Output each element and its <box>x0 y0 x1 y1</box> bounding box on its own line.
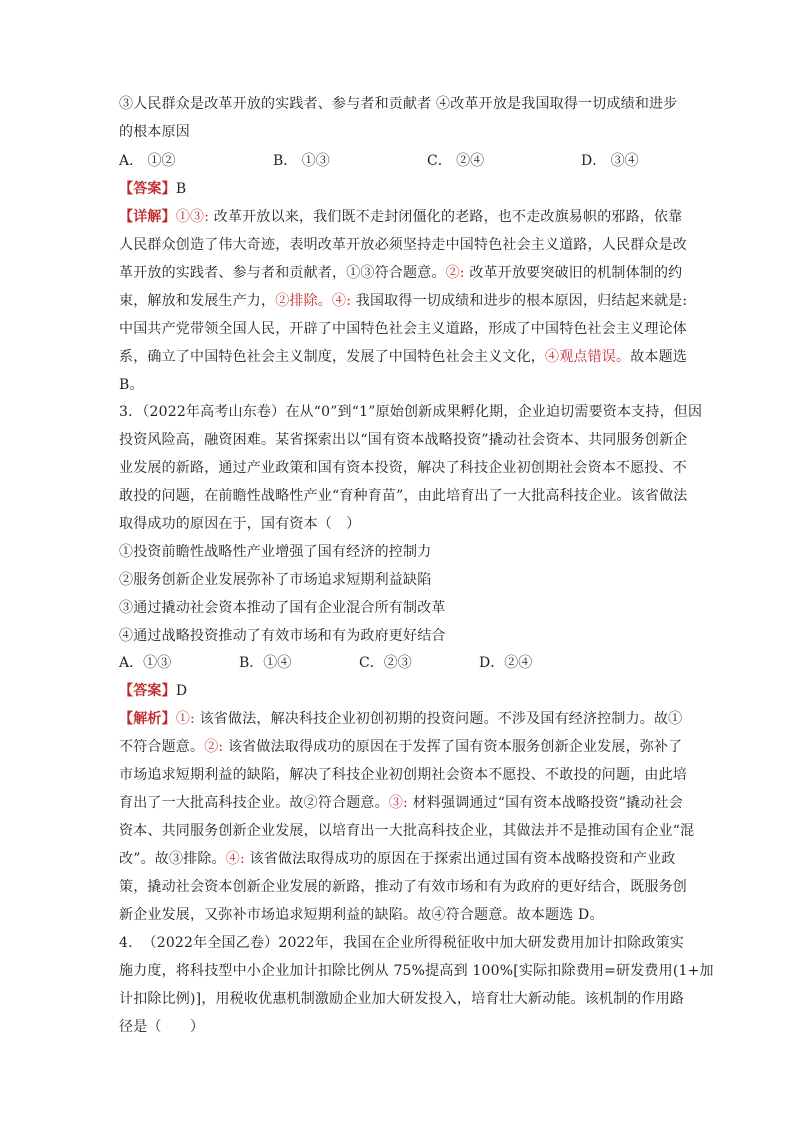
body-text: 束，解放和发展生产力， <box>119 293 276 309</box>
highlight-text: ①③: <box>175 209 210 225</box>
q2-analysis-line <box>119 376 679 394</box>
body-text: 新企业发展，又弥补市场追求短期利益的缺陷。故④符合题意。故本题选 D。 <box>119 907 604 923</box>
q3-option-c: C．②③ <box>359 655 412 671</box>
body-text: 我国取得一切成绩和进步的根本原因，归结起来就是: <box>351 293 688 309</box>
q3-stem-line: 投资风险高，融资困难。某省探索出以“国有资本战略投资”撬动社会资本、共同服务创新企 <box>119 432 688 448</box>
highlight-text: ②: <box>445 265 465 281</box>
q3-statement: ②服务创新企业发展弥补了市场追求短期利益缺陷 <box>119 572 432 588</box>
q3-statement: ③通过撬动社会资本推动了国有企业混合所有制改革 <box>119 600 446 616</box>
body-text: 策，撬动社会资本创新企业发展的新路，推动了有效市场和有为政府的更好结合，既服务创 <box>119 879 687 895</box>
q2-analysis-line <box>119 264 683 282</box>
body-text: 系，确立了中国特色社会主义制度，发展了中国特色社会主义文化， <box>119 349 545 365</box>
q2-analysis-line <box>119 208 683 226</box>
answer-value: B <box>175 181 187 197</box>
body-text: 育出了一大批高科技企业。故②符合题意。 <box>119 795 389 811</box>
q3-analysis-line <box>119 710 683 728</box>
highlight-text: ④观点错误。 <box>545 349 631 365</box>
body-text: 改革开放要突破旧的机制体制的约 <box>464 265 683 281</box>
body-text: 故本题选 <box>630 349 688 365</box>
q3-analysis-line <box>119 822 695 840</box>
q3-analysis-line <box>119 794 683 812</box>
q3-analysis-line <box>119 878 687 896</box>
body-text: 该省做法取得成功的原因在于探索出通过国有资本战略投资和产业政 <box>244 851 676 867</box>
q3-stem-line: 敢投的问题，在前瞻性战略性产业“育种育苗”，由此培育出了一大批高科技企业。该省做法 <box>119 488 688 504</box>
q4-stem-line: 径是（ ） <box>119 1019 205 1035</box>
analysis-tag: 【详解】 <box>119 209 176 225</box>
body-text: 革开放的实践者、参与者和贡献者，①③符合题意。 <box>119 265 446 281</box>
q4-stem-line: 4． （2022年全国乙卷）2022年，我国在企业所得税征收中加大研发费用加计扣除政策实 <box>119 935 684 951</box>
q2-analysis-line <box>119 292 688 310</box>
q3-option-a: A．①③ <box>119 655 172 671</box>
body-text: B。 <box>119 377 144 393</box>
body-text: 该省做法取得成功的原因在于发挥了国有资本服务创新企业发展，弥补了 <box>223 739 683 755</box>
q3-analysis-line <box>119 906 679 924</box>
analysis-tag: 【解析】 <box>119 711 176 727</box>
q2-option-a: A． ①② <box>119 153 176 169</box>
q2-option-c: C． ②④ <box>427 153 485 169</box>
q3-option-b: B．①④ <box>239 655 292 671</box>
q2-statement-line: 的根本原因 <box>119 124 190 140</box>
analysis-text <box>176 209 683 225</box>
analysis-text <box>176 711 683 727</box>
body-text: 人民群众创造了伟大奇迹，表明改革开放必须坚持走中国特色社会主义道路，人民群众是改 <box>119 237 687 253</box>
q2-option-b: B． ①③ <box>273 153 330 169</box>
q3-answer <box>119 682 679 700</box>
q2-statement-line: ③人民群众是改革开放的实践者、参与者和贡献者 ④改革开放是我国取得一切成绩和进步 <box>119 96 678 112</box>
body-text: 中国共产党带领全国人民，开辟了中国特色社会主义道路，形成了中国特色社会主义理论体 <box>119 321 687 337</box>
highlight-text: ①: <box>175 711 195 727</box>
highlight-text: ②: <box>204 739 224 755</box>
answer-tag: 【答案】 <box>119 683 176 699</box>
answer-value: D <box>175 683 188 699</box>
body-text: 市场追求短期利益的缺陷，解决了科技企业初创期社会资本不愿投、不敢投的问题，由此培 <box>119 767 687 783</box>
body-text: 改革开放以来，我们既不走封闭僵化的老路，也不走改旗易帜的邪路，依靠 <box>209 209 683 225</box>
q4-stem-line: 施力度，将科技型中小企业加计扣除比例从 75%提高到 100%[实际扣除费用=研发费用(1+加 <box>119 963 714 979</box>
body-text: 材料强调通过“国有资本战略投资”撬动社会 <box>407 795 683 811</box>
answer-tag: 【答案】 <box>119 181 176 197</box>
q3-statement: ④通过战略投资推动了有效市场和有为政府更好结合 <box>119 628 446 644</box>
highlight-text: ③: <box>388 795 408 811</box>
q3-analysis-line <box>119 850 679 868</box>
highlight-text: ④: <box>225 851 245 867</box>
q2-analysis-line <box>119 348 688 366</box>
q2-analysis-line <box>119 236 687 254</box>
body-text: 改”。故③排除。 <box>119 851 226 867</box>
q2-option-d: D． ③④ <box>581 153 639 169</box>
highlight-text: ②排除。④: <box>275 293 352 309</box>
q2-answer <box>119 180 679 198</box>
q3-stem-line: 业发展的新路，通过产业政策和国有资本投资，解决了科技企业初创期社会资本不愿投、不 <box>119 460 687 476</box>
body-text: 不符合题意。 <box>119 739 205 755</box>
q3-analysis-line <box>119 738 683 756</box>
q3-stem-line: 3．（2022年高考山东卷）在从“0”到“1”原始创新成果孵化期，企业迫切需要资本支持，但因 <box>119 404 703 420</box>
q2-analysis-line <box>119 320 687 338</box>
q3-option-d: D．②④ <box>479 655 533 671</box>
q3-stem-line: 取得成功的原因在于，国有资本（ ） <box>119 516 361 532</box>
q3-statement: ①投资前瞻性战略性产业增强了国有经济的控制力 <box>119 544 432 560</box>
body-text: 资本、共同服务创新企业发展，以培育出一大批高科技企业，其做法并不是推动国有企业“混 <box>119 823 695 839</box>
q3-analysis-line <box>119 766 687 784</box>
q4-stem-line: 计扣除比例)]，用税收优惠机制激励企业加大研发投入，培育壮大新动能。该机制的作用路 <box>119 991 685 1007</box>
body-text: 该省做法，解决科技企业初创初期的投资问题。不涉及国有经济控制力。故① <box>194 711 683 727</box>
